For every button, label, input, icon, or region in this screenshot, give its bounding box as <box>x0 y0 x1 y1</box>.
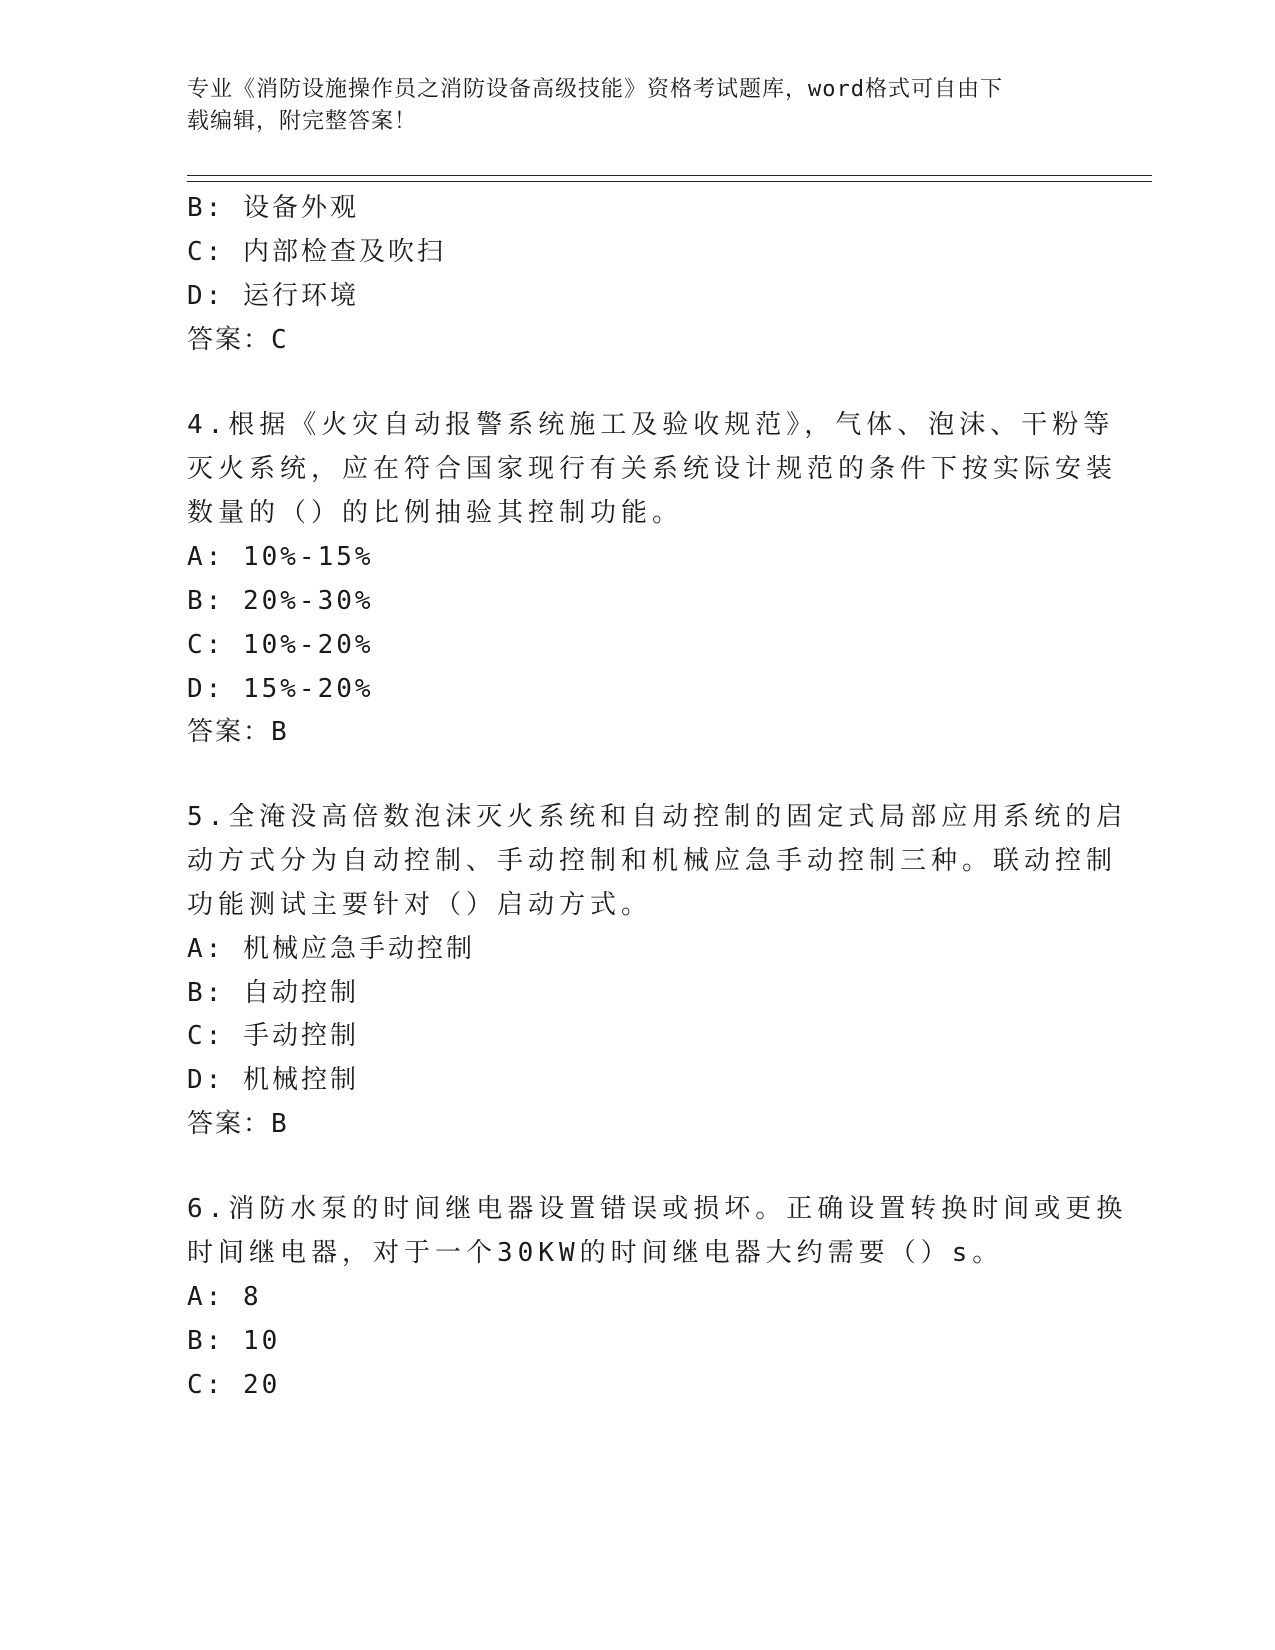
q5-option-d: D: 机械控制 <box>187 1065 359 1095</box>
q3-option-d: D: 运行环境 <box>187 281 359 311</box>
q4-option-c: C: 10%-20% <box>187 630 374 660</box>
q4-answer: 答案：B <box>187 717 289 747</box>
q6-option-c: C: 20 <box>187 1370 281 1400</box>
q4-option-b: B: 20%-30% <box>187 586 374 616</box>
q3-answer: 答案：C <box>187 325 289 355</box>
q6-stem-line-1: 6.消防水泵的时间继电器设置错误或损坏。正确设置转换时间或更换 <box>187 1194 1128 1224</box>
q4-stem-line-1: 4.根据《火灾自动报警系统施工及验收规范》，气体、泡沫、干粉等 <box>187 410 1115 440</box>
q4-option-d: D: 15%-20% <box>187 674 374 704</box>
q5-option-a: A: 机械应急手动控制 <box>187 934 475 964</box>
header-divider-top <box>187 175 1152 176</box>
q5-stem-line-3: 功能测试主要针对（）启动方式。 <box>187 890 653 920</box>
header-divider-bottom <box>187 181 1152 182</box>
q4-stem-line-3: 数量的（）的比例抽验其控制功能。 <box>187 498 684 528</box>
q5-stem-line-1: 5.全淹没高倍数泡沫灭火系统和自动控制的固定式局部应用系统的启 <box>187 802 1128 832</box>
q5-option-c: C: 手动控制 <box>187 1021 359 1051</box>
header-line-2: 载编辑，附完整答案！ <box>187 109 418 134</box>
q3-option-b: B: 设备外观 <box>187 193 359 223</box>
q5-stem-line-2: 动方式分为自动控制、手动控制和机械应急手动控制三种。联动控制 <box>187 846 1118 876</box>
q5-option-b: B: 自动控制 <box>187 978 359 1008</box>
q4-option-a: A: 10%-15% <box>187 542 374 572</box>
q4-stem-line-2: 灭火系统，应在符合国家现行有关系统设计规范的条件下按实际安装 <box>187 454 1118 484</box>
header-line-1: 专业《消防设施操作员之消防设备高级技能》资格考试题库，word格式可自由下 <box>187 77 1003 102</box>
q3-option-c: C: 内部检查及吹扫 <box>187 237 446 267</box>
q6-stem-line-2: 时间继电器，对于一个30KW的时间继电器大约需要（）s。 <box>187 1238 1004 1268</box>
q6-option-a: A: 8 <box>187 1282 262 1312</box>
q6-option-b: B: 10 <box>187 1326 281 1356</box>
q5-answer: 答案：B <box>187 1109 289 1139</box>
document-header <box>187 74 1087 138</box>
